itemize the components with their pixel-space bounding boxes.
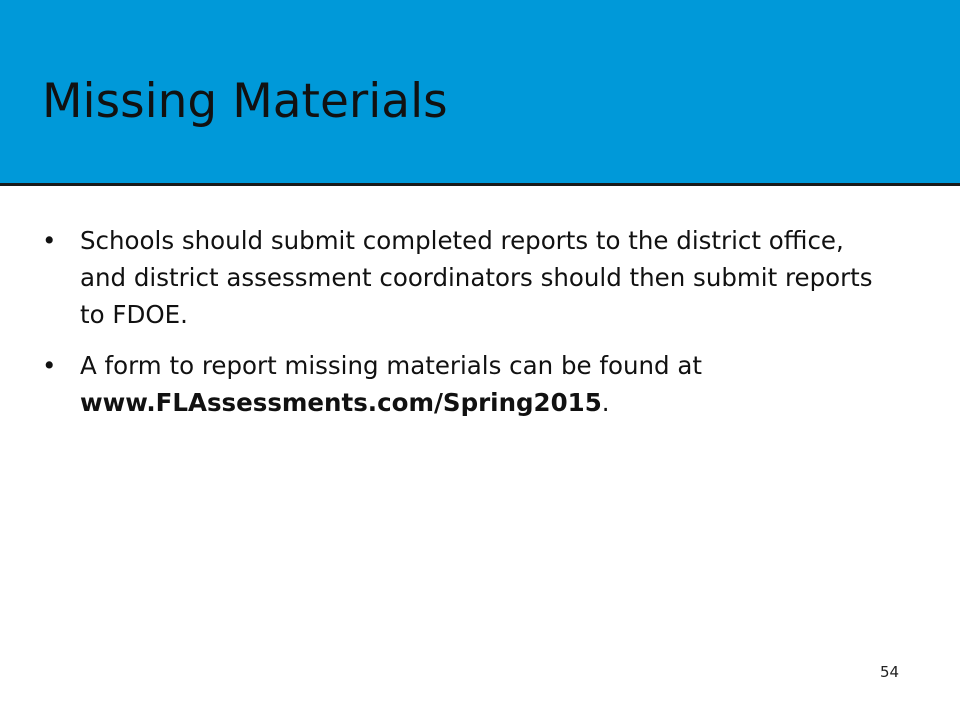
bullet-icon: •: [42, 226, 57, 255]
bullet-text-report-form: A form to report missing materials can be found at: [80, 351, 702, 380]
bullet-text-period: .: [601, 388, 610, 417]
bullet-list: [42, 222, 882, 435]
bullet-item-submit-reports: [42, 222, 882, 333]
slide-number: 54: [880, 663, 900, 681]
slide-title: Missing Materials: [42, 74, 448, 129]
bullet-icon: •: [42, 351, 57, 380]
assessment-url-link[interactable]: www.FLAssessments.com/Spring2015: [80, 388, 602, 417]
bullet-item-report-form: [42, 347, 882, 421]
bullet-text-submit-reports: Schools should submit completed reports to the district office, and district assessment coordinators should then submit reports to FDOE.: [80, 226, 873, 329]
title-divider: [0, 183, 960, 186]
